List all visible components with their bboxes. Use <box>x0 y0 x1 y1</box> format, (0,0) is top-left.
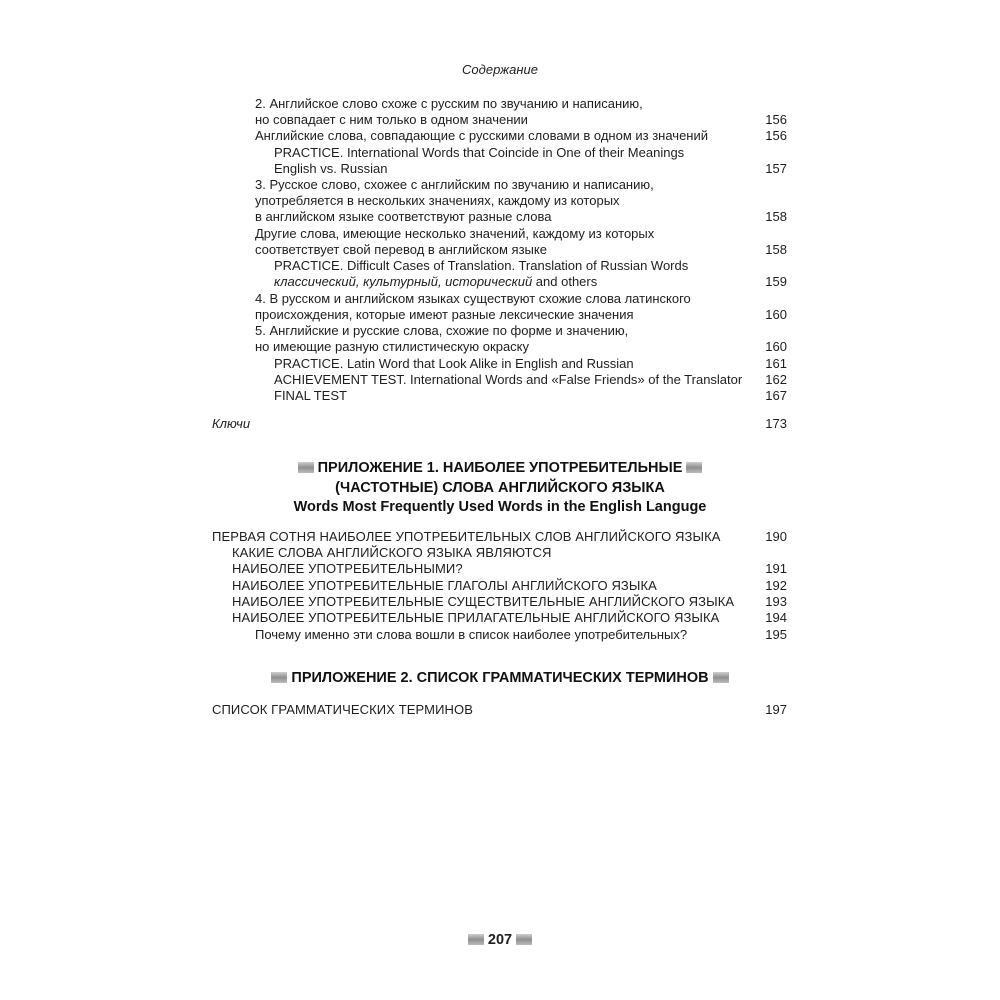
and-others-text: and others <box>532 274 598 289</box>
toc-entry-practice-2-line1[interactable]: PRACTICE. Difficult Cases of Translation. Translation of Russian Words <box>274 258 689 273</box>
grey-square-icon <box>713 672 729 683</box>
appendix1-item-why[interactable]: Почему именно эти слова вошли в список наиболее употребительных? <box>255 627 688 642</box>
appendix1-item-which-words-line1[interactable]: КАКИЕ СЛОВА АНГЛИЙСКОГО ЯЗЫКА ЯВЛЯЮТСЯ <box>232 545 552 560</box>
toc-entry-4-line2[interactable]: происхождения, которые имеют разные лексические значения <box>255 307 634 322</box>
toc-page-number: 193 <box>765 594 787 609</box>
toc-entry-other-words-line1[interactable]: Другие слова, имеющие несколько значений, каждому из которых <box>255 226 655 241</box>
appendix1-item-first-hundred[interactable]: ПЕРВАЯ СОТНЯ НАИБОЛЕЕ УПОТРЕБИТЕЛЬНЫХ СЛОВ АНГЛИЙСКОГО ЯЗЫКА <box>212 529 721 544</box>
appendix2-title-text: ПРИЛОЖЕНИЕ 2. СПИСОК ГРАММАТИЧЕСКИХ ТЕРМИНОВ <box>291 670 709 686</box>
toc-page-number: 156 <box>765 128 787 143</box>
toc-entry-practice-3[interactable]: PRACTICE. Latin Word that Look Alike in English and Russian <box>274 356 634 371</box>
toc-entry-5-line1[interactable]: 5. Английские и русские слова, схожие по форме и значению, <box>255 323 629 338</box>
italic-words: классический, культурный, исторический <box>274 274 533 289</box>
toc-page-number: 192 <box>765 578 787 593</box>
appendix1-item-adjectives[interactable]: НАИБОЛЕЕ УПОТРЕБИТЕЛЬНЫЕ ПРИЛАГАТЕЛЬНЫЕ АНГЛИЙСКОГО ЯЗЫКА <box>232 610 720 625</box>
grey-square-icon <box>516 934 532 945</box>
toc-entry-2-line2[interactable]: но совпадает с ним только в одном значении <box>255 112 528 127</box>
toc-entry-3-line2[interactable]: употребляется в нескольких значениях, каждому из которых <box>255 193 620 208</box>
toc-entry-practice-2-line2[interactable] <box>274 274 597 290</box>
toc-page-number: 162 <box>765 372 787 387</box>
toc-page-number: 160 <box>765 307 787 322</box>
toc-entry-english-words[interactable]: Английские слова, совпадающие с русскими словами в одном из значений <box>255 128 709 143</box>
appendix1-item-nouns[interactable]: НАИБОЛЕЕ УПОТРЕБИТЕЛЬНЫЕ СУЩЕСТВИТЕЛЬНЫЕ АНГЛИЙСКОГО ЯЗЫКА <box>232 594 735 609</box>
grey-square-icon <box>468 934 484 945</box>
toc-page-number: 197 <box>765 702 787 717</box>
toc-entry-keys[interactable]: Ключи <box>212 416 251 431</box>
toc-entry-final-test[interactable]: FINAL TEST <box>274 388 347 403</box>
toc-page-number: 160 <box>765 339 787 354</box>
toc-entry-3-line3[interactable]: в английском языке соответствуют разные слова <box>255 209 552 224</box>
page-number-footer <box>0 932 1000 948</box>
appendix1-title-english: Words Most Frequently Used Words in the English Languge <box>293 499 707 515</box>
toc-entry-3-line1[interactable]: 3. Русское слово, схожее с английским по звучанию и написанию, <box>255 177 654 192</box>
toc-page-number: 157 <box>765 161 787 176</box>
appendix1-title-line2: (ЧАСТОТНЫЕ) СЛОВА АНГЛИЙСКОГО ЯЗЫКА <box>335 480 665 496</box>
appendix1-title-line1 <box>0 459 1000 477</box>
toc-page-number: 167 <box>765 388 787 403</box>
toc-page-number: 161 <box>765 356 787 371</box>
appendix2-title <box>0 669 1000 687</box>
toc-entry-4-line1[interactable]: 4. В русском и английском языках существуют схожие слова латинского <box>255 291 691 306</box>
toc-entry-2-line1[interactable]: 2. Английское слово схоже с русским по звучанию и написанию, <box>255 96 643 111</box>
toc-page-number: 158 <box>765 242 787 257</box>
toc-page-number: 191 <box>765 561 787 576</box>
toc-entry-practice-1-line2[interactable]: English vs. Russian <box>274 161 388 176</box>
toc-entry-practice-1-line1[interactable]: PRACTICE. International Words that Coincide in One of their Meanings <box>274 145 685 160</box>
toc-page-number: 194 <box>765 610 787 625</box>
toc-entry-other-words-line2[interactable]: соответствует свой перевод в английском языке <box>255 242 547 257</box>
appendix1-item-verbs[interactable]: НАИБОЛЕЕ УПОТРЕБИТЕЛЬНЫЕ ГЛАГОЛЫ АНГЛИЙСКОГО ЯЗЫКА <box>232 578 657 593</box>
running-header: Содержание <box>462 62 538 77</box>
appendix1-item-which-words-line2[interactable]: НАИБОЛЕЕ УПОТРЕБИТЕЛЬНЫМИ? <box>232 561 463 576</box>
grey-square-icon <box>271 672 287 683</box>
toc-page-number: 190 <box>765 529 787 544</box>
toc-page-number: 195 <box>765 627 787 642</box>
toc-page-number: 156 <box>765 112 787 127</box>
toc-page-number: 158 <box>765 209 787 224</box>
appendix1-title-text: ПРИЛОЖЕНИЕ 1. НАИБОЛЕЕ УПОТРЕБИТЕЛЬНЫЕ <box>317 460 683 476</box>
grey-square-icon <box>686 462 702 473</box>
toc-page-number: 173 <box>765 416 787 431</box>
toc-entry-5-line2[interactable]: но имеющие разную стилистическую окраску <box>255 339 530 354</box>
grey-square-icon <box>298 462 314 473</box>
toc-entry-achievement-test[interactable]: ACHIEVEMENT TEST. International Words and «False Friends» of the Translator <box>274 372 743 387</box>
appendix2-item-grammar-terms[interactable]: СПИСОК ГРАММАТИЧЕСКИХ ТЕРМИНОВ <box>212 702 473 717</box>
page-number: 207 <box>487 932 513 948</box>
toc-page-number: 159 <box>765 274 787 289</box>
